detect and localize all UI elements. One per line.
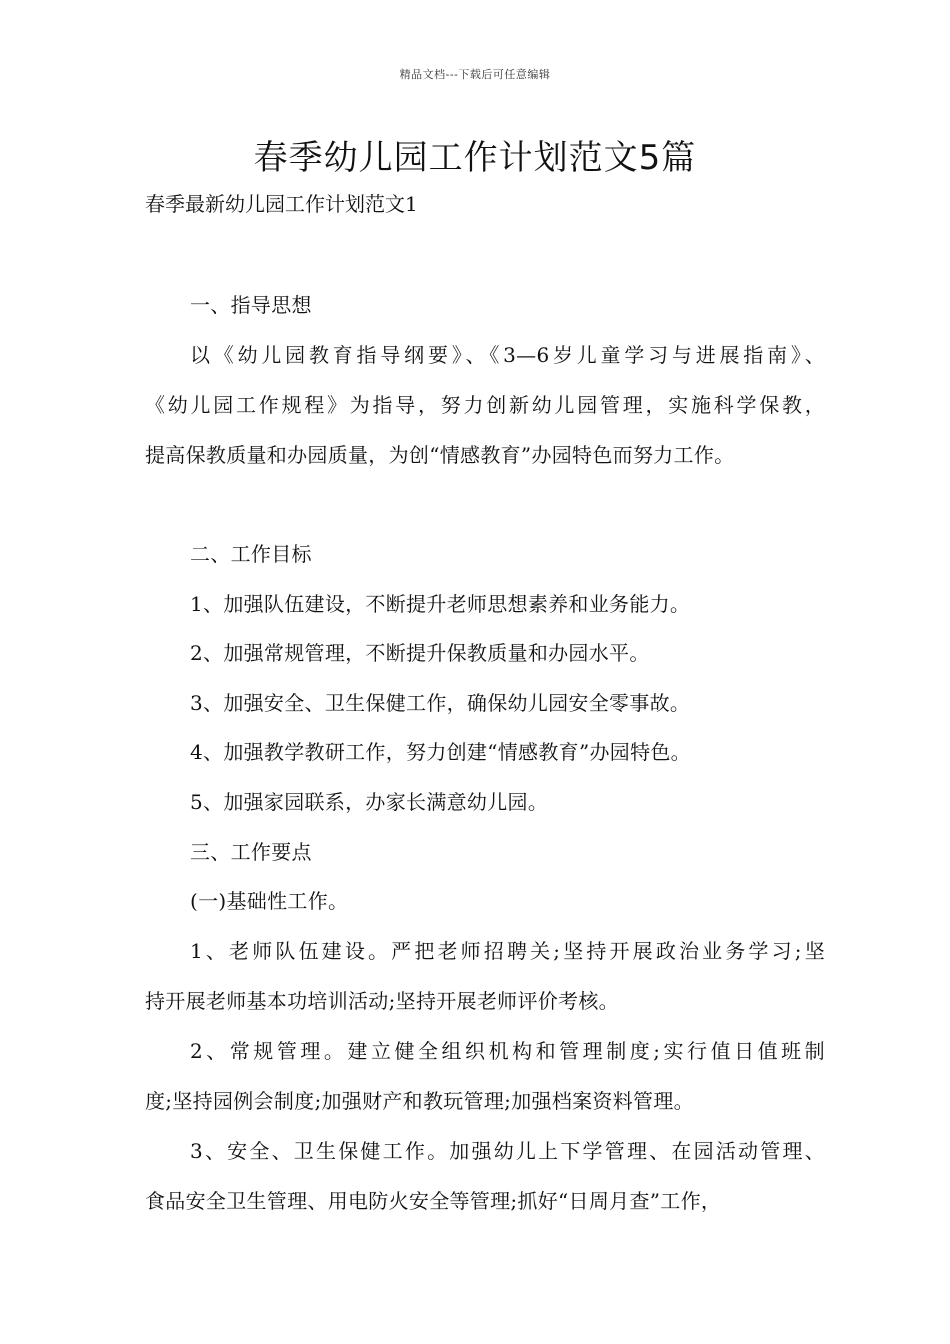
list-item: 3、加强安全、卫生保健工作，确保幼儿园安全零事故。 (190, 691, 691, 715)
paragraph-line: 1、老师队伍建设。严把老师招聘关;坚持开展政治业务学习;坚 (190, 939, 825, 963)
paragraph-line: 食品安全卫生管理、用电防火安全等管理;抓好“日周月查”工作， (145, 1189, 722, 1213)
document-subtitle: 春季最新幼儿园工作计划范文1 (145, 192, 418, 216)
list-item: 5、加强家园联系，办家长满意幼儿园。 (190, 790, 549, 814)
paragraph-line: 2、常规管理。建立健全组织机构和管理制度;实行值日值班制 (190, 1039, 825, 1063)
section-heading-work-points: 三、工作要点 (190, 840, 312, 864)
document-title: 春季幼儿园工作计划范文5篇 (253, 138, 697, 178)
list-item: 1、加强队伍建设，不断提升老师思想素养和业务能力。 (190, 592, 691, 616)
sub-heading-basic-work: (一)基础性工作。 (190, 889, 349, 913)
section-heading-guiding-thought: 一、指导思想 (190, 293, 312, 317)
list-item: 2、加强常规管理，不断提升保教质量和办园水平。 (190, 641, 650, 665)
header-note: 精品文档---下载后可任意编辑 (399, 68, 551, 81)
paragraph-line: 度;坚持园例会制度;加强财产和教玩管理;加强档案资料管理。 (145, 1089, 694, 1113)
list-item: 4、加强教学教研工作，努力创建“情感教育”办园特色。 (190, 740, 691, 764)
paragraph-line: 3、安全、卫生保健工作。加强幼儿上下学管理、在园活动管理、 (190, 1139, 825, 1163)
section-heading-work-goals: 二、工作目标 (190, 542, 312, 566)
paragraph-line: 以《幼儿园教育指导纲要》、《3—6岁儿童学习与进展指南》、 (190, 343, 825, 367)
paragraph-line: 提高保教质量和办园质量，为创“情感教育”办园特色而努力工作。 (145, 443, 735, 467)
paragraph-line: 持开展老师基本功培训活动;坚持开展老师评价考核。 (145, 989, 619, 1013)
paragraph-line: 《幼儿园工作规程》为指导，努力创新幼儿园管理，实施科学保教， (145, 393, 825, 417)
